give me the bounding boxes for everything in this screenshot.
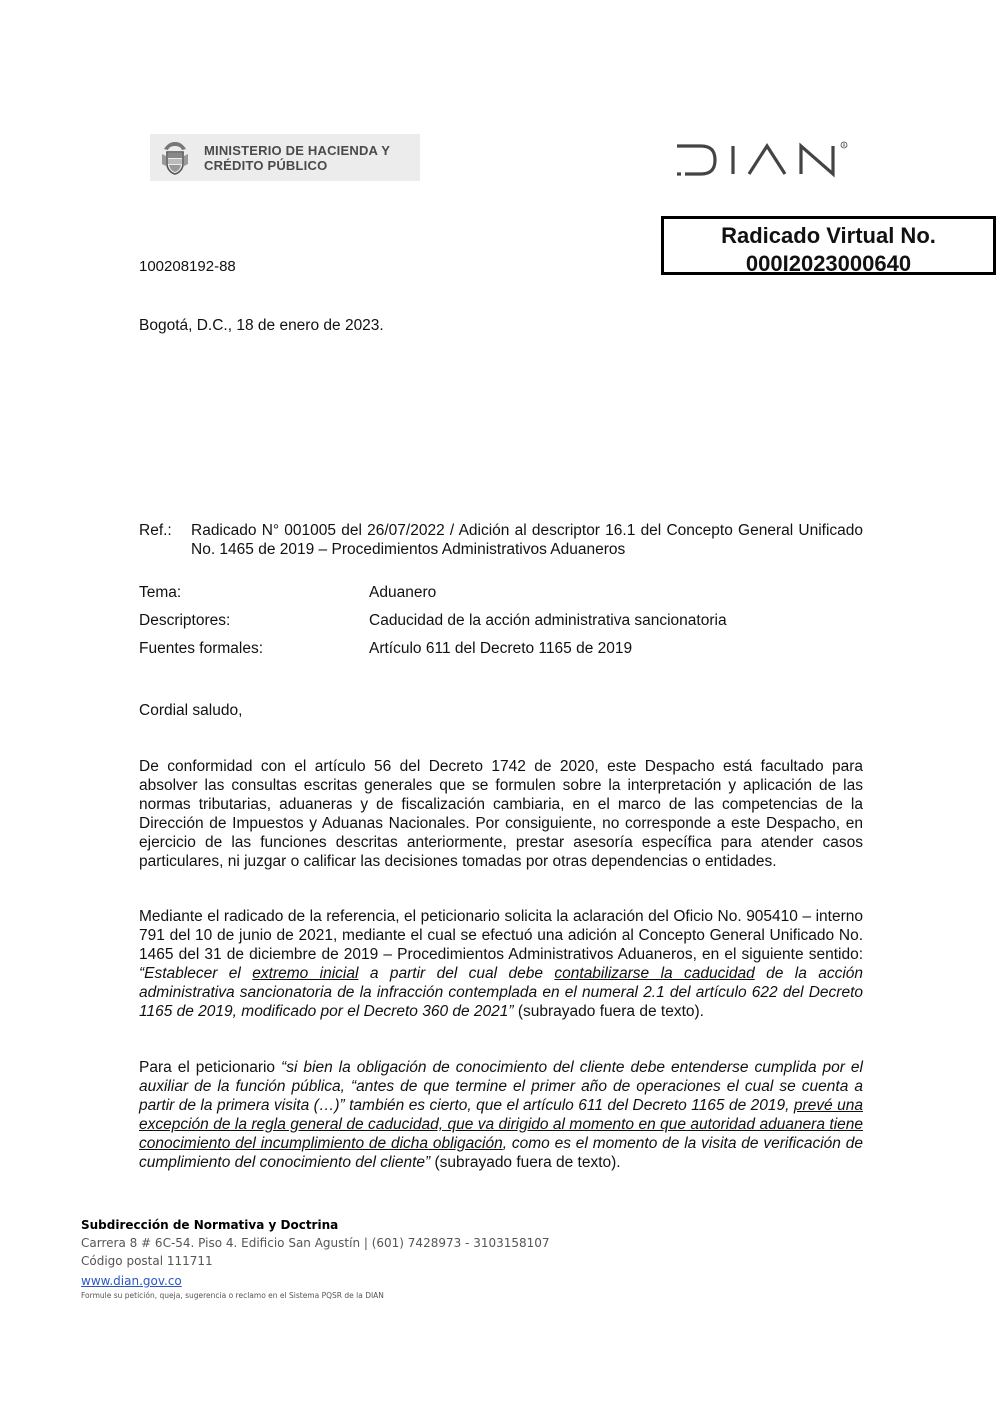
ministry-name-line1: MINISTERIO DE HACIENDA Y [204,142,391,158]
footer-address: Carrera 8 # 6C-54. Piso 4. Edificio San Agustín | (601) 7428973 - 3103158107 [81,1236,550,1250]
paragraph-text: (subrayado fuera de texto). [430,1154,621,1171]
meta-key: Tema: [139,584,182,601]
footer-note: Formule su petición, queja, sugerencia o reclamo en el Sistema PQSR de la DIAN [81,1291,384,1300]
ministry-logo [150,134,420,181]
paragraph-2 [139,907,863,1021]
quote-text: “si bien la obligación de conocimiento del cliente debe entenderse cumplida por el auxiliar de la función pública, “antes de que termine el primer año de operaciones el cual se cuenta a partir de la primera visita (…)” también es cierto, que el artículo 611 del Decreto 1165 de 2019, [139,1059,863,1114]
paragraph-1: De conformidad con el artículo 56 del Decreto 1742 de 2020, este Despacho está facultado para absolver las consultas escritas generales que se formulen sobre la interpretación y aplicación de las normas tributarias, aduaneras y de fiscalización cambiaria, en el marco de las competencias de la Dirección de Impuestos y Aduanas Nacionales. Por consiguiente, no corresponde a este Despacho, en ejercicio de las funciones descritas anteriormente, prestar asesoría específica para atender casos particulares, ni juzgar o calificar las decisiones tomadas por otras dependencias o entidades. [139,758,863,870]
footer-office: Subdirección de Normativa y Doctrina [81,1218,339,1232]
meta-key: Fuentes formales: [139,640,264,657]
meta-row-tema [139,583,863,602]
quote-underlined: extremo inicial [252,965,359,982]
paragraph-text: (subrayado fuera de texto). [513,1003,704,1020]
meta-row-fuentes [139,639,863,658]
document-number: 100208192-88 [139,258,236,275]
reference-label: Ref.: [139,522,172,539]
place-date: Bogotá, D.C., 18 de enero de 2023. [139,317,384,334]
ministry-name-line2: CRÉDITO PÚBLICO [204,157,328,173]
radicado-box [661,216,996,275]
paragraph-text: Mediante el radicado de la referencia, el peticionario solicita la aclaración del Oficio No. 905410 – interno 791 del 10 de junio de 2021, mediante el cual se efectuó una adición al Concepto General Unificado No. 1465 del 31 de diciembre de 2019 – Procedimientos Administrativos Aduaneros, en el siguiente sentido: [139,908,863,963]
quote-text: “Establecer el [139,965,253,982]
website-link[interactable]: www.dian.gov.co [81,1274,182,1288]
footer [81,1216,550,1301]
footer-postal: Código postal 111711 [81,1254,213,1268]
paragraph-3 [139,1058,863,1172]
quote-underlined: prevé una excepción de la regla general de caducidad, que va dirigido al momento en que autoridad aduanera tiene conocimiento del incumplimiento de dicha obligación [139,1097,863,1152]
meta-value: Artículo 611 del Decreto 1165 de 2019 [369,640,633,657]
radicado-number: 000I2023000640 [745,251,912,276]
reference-text: Radicado N° 001005 del 26/07/2022 / Adición al descriptor 16.1 del Concepto General Unificado No. 1465 de 2019 – Procedimientos Administrativos Aduaneros [191,522,863,558]
meta-value: Aduanero [369,584,437,601]
meta-value: Caducidad de la acción administrativa sancionatoria [369,612,727,629]
coat-of-arms-icon [160,140,190,176]
quote-text: a partir del cual debe [358,965,555,982]
quote-text: , como es el momento de la visita de verificación de cumplimiento del conocimiento del cliente” [139,1135,863,1171]
meta-key: Descriptores: [139,612,231,629]
quote-text: de la acción administrativa sancionatoria de la infracción contemplada en el numeral 2.1 del artículo 622 del Decreto 1165 de 2019, modificado por el Decreto 360 de 2021” [139,965,864,1020]
radicado-label: Radicado Virtual No. [721,223,936,248]
greeting: Cordial saludo, [139,702,243,719]
paragraph-text: Para el peticionario [139,1059,282,1076]
svg-text:R: R [842,143,846,149]
quote-underlined: contabilizarse la caducidad [554,965,755,982]
dian-logo [675,140,850,180]
meta-row-descriptores [139,611,863,630]
